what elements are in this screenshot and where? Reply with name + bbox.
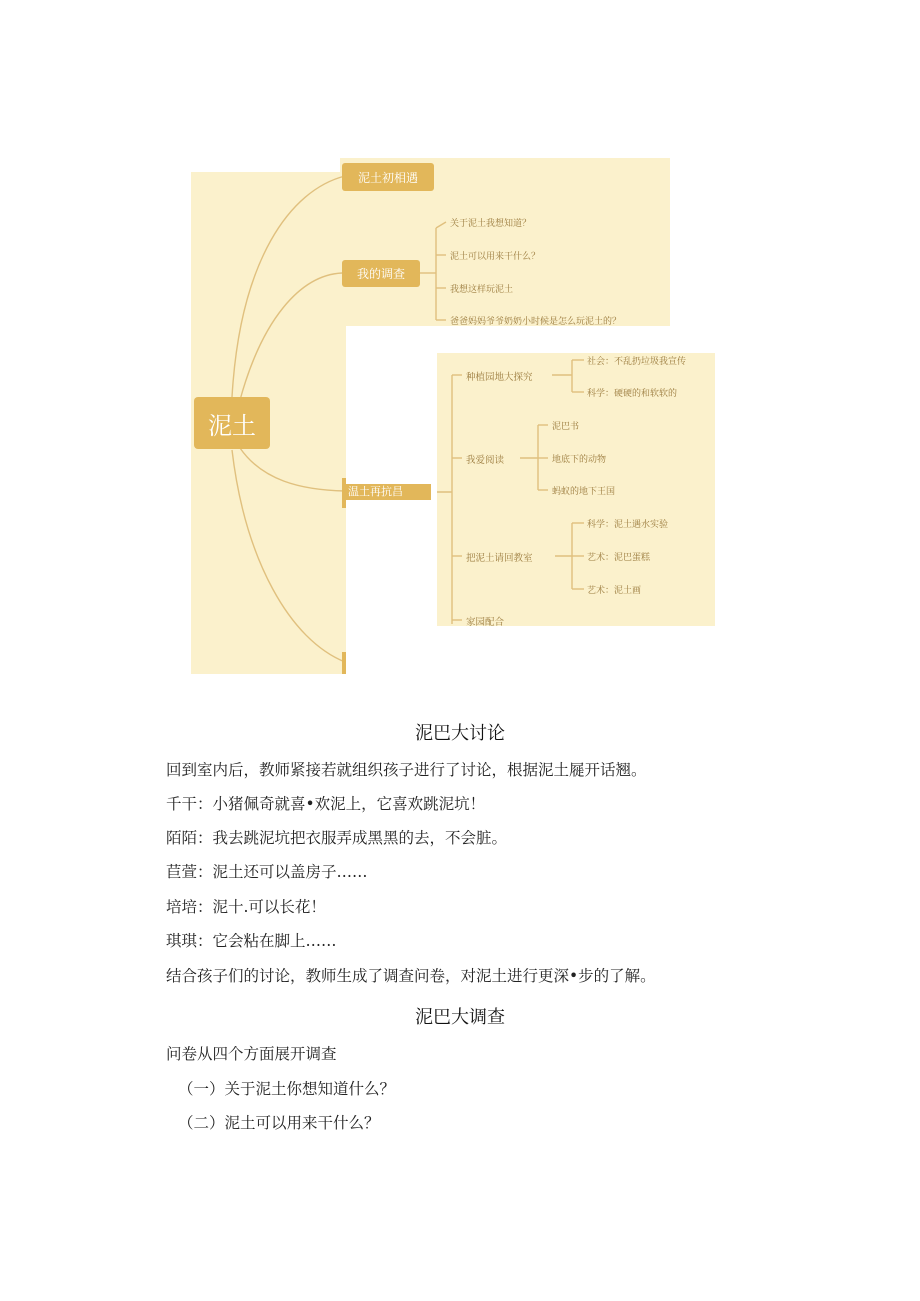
mindmap-branch2-item: 泥土可以用来干什么？ xyxy=(450,252,541,262)
paragraph: 回到室内后，教师紧接若就组织孩子进行了讨论，根据泥土屣开话翘。 xyxy=(166,761,647,779)
mindmap-branch2-item: 爸爸妈妈爷爷奶奶小时候是怎么玩泥土的？ xyxy=(450,317,622,327)
mindmap-sub2-item: 蚂蚁的地下王国 xyxy=(552,487,616,497)
mindmap-sub2-item: 泥巴书 xyxy=(552,422,580,432)
section-heading-survey: 泥巴大调查 xyxy=(415,1007,505,1028)
mindmap-sub-4: 家园配合 xyxy=(466,617,505,628)
section-heading-discussion: 泥巴大讨论 xyxy=(415,723,505,744)
paragraph: 问卷从四个方面展开调查 xyxy=(166,1045,337,1063)
mindmap-root-node: 泥土 xyxy=(194,397,270,449)
mind-map-crop-gap xyxy=(346,326,437,674)
mindmap-sub1-item: 科学：硬硬的和软软的 xyxy=(587,389,678,399)
mindmap-branch-3-edge xyxy=(342,478,346,508)
paragraph: 苣萱：泥土还可以盖房子…… xyxy=(166,863,368,881)
mindmap-branch-2: 我的调查 xyxy=(342,260,420,287)
paragraph: 培培：泥十.可以长花！ xyxy=(166,898,326,916)
paragraph: 琪琪：它会粘在脚上…… xyxy=(166,932,337,950)
mindmap-sub-1: 种植园地大探究 xyxy=(466,372,533,383)
mindmap-sub2-item: 地底下的动物 xyxy=(552,455,607,465)
mindmap-sub-3: 把泥土请回教室 xyxy=(466,553,533,564)
list-item: （一）关于泥土你想知道什么？ xyxy=(178,1080,396,1098)
mindmap-branch-4-edge xyxy=(342,652,346,674)
mind-map-crop-gap-bottom xyxy=(437,626,715,674)
paragraph: 结合孩子们的讨论，教师生成了调查问卷，对泥土进行更深•步的了解。 xyxy=(166,967,656,985)
mindmap-branch-3: 温土再抗昌 xyxy=(345,484,431,500)
mindmap-branch2-item: 关于泥土我想知道？ xyxy=(450,219,532,229)
paragraph: 陌陌：我去跳泥坑把衣服弄成黑黑的去，不会脏。 xyxy=(166,829,508,847)
mindmap-sub-2: 我爱阅读 xyxy=(466,455,505,466)
mindmap-sub3-item: 艺术：泥土画 xyxy=(587,586,642,596)
mindmap-branch2-item: 我想这样玩泥土 xyxy=(450,285,514,295)
mindmap-sub3-item: 艺术：泥巴蛋糕 xyxy=(587,553,651,563)
mindmap-sub1-item: 社会：不乱扔垃圾我宣传 xyxy=(587,357,687,367)
list-item: （二）泥土可以用来干什么？ xyxy=(178,1114,380,1132)
mindmap-sub3-item: 科学：泥土遇水实验 xyxy=(587,520,669,530)
paragraph: 千干：小猪佩奇就喜•欢泥上，它喜欢跳泥坑！ xyxy=(166,795,486,813)
mindmap-branch-1: 泥土初相遇 xyxy=(342,163,434,191)
